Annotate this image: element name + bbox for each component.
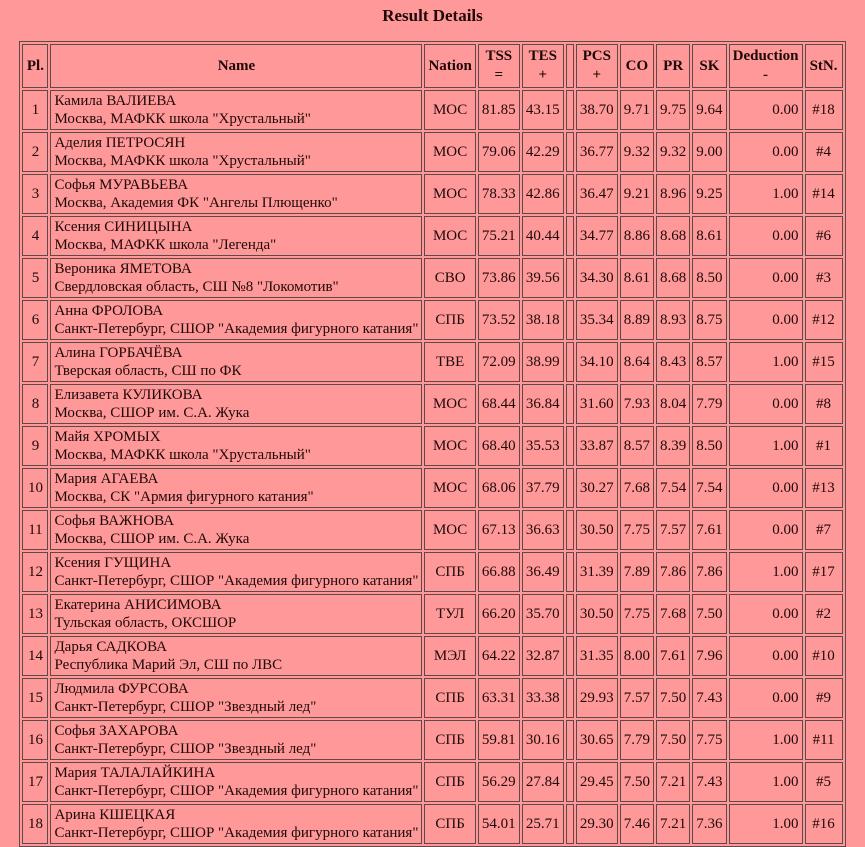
spacer-cell <box>566 384 574 424</box>
skater-club: Тверская область, СШ по ФК <box>54 363 242 379</box>
cell-nation: МОС <box>424 510 475 550</box>
table-row <box>22 720 842 760</box>
skater-club: Москва, МАФКК школа "Хрустальный" <box>54 447 311 463</box>
cell-nation: ТВЕ <box>424 342 475 382</box>
cell-name <box>50 342 422 382</box>
table-row <box>22 762 842 802</box>
cell-sk: 8.57 <box>692 342 726 382</box>
cell-co: 8.89 <box>620 300 654 340</box>
cell-pr: 7.54 <box>656 468 690 508</box>
col-header-place: Pl. <box>22 44 48 88</box>
skater-name: Вероника ЯМЕТОВА <box>54 261 192 277</box>
cell-start-number: #5 <box>805 762 843 802</box>
table-row <box>22 132 842 172</box>
cell-sk: 8.61 <box>692 216 726 256</box>
cell-start-number: #4 <box>805 132 843 172</box>
cell-nation: СВО <box>424 258 475 298</box>
skater-name: Екатерина АНИСИМОВА <box>54 597 222 613</box>
table-row <box>22 342 842 382</box>
cell-nation: СПБ <box>424 804 475 844</box>
cell-tes: 39.56 <box>522 258 564 298</box>
cell-tss: 68.40 <box>478 426 520 466</box>
cell-pcs: 34.30 <box>576 258 618 298</box>
cell-tss: 63.31 <box>478 678 520 718</box>
skater-club: Москва, Академия ФК "Ангелы Плющенко" <box>54 195 338 211</box>
cell-name <box>50 174 422 214</box>
cell-place: 11 <box>22 510 48 550</box>
col-header-pcs: PCS + <box>576 44 618 88</box>
cell-tes: 36.49 <box>522 552 564 592</box>
cell-co: 9.71 <box>620 90 654 130</box>
cell-deduction: 0.00 <box>729 90 803 130</box>
cell-sk: 7.54 <box>692 468 726 508</box>
col-header-deduction: Deduction - <box>729 44 803 88</box>
cell-nation: МОС <box>424 174 475 214</box>
cell-tes: 30.16 <box>522 720 564 760</box>
cell-deduction: 1.00 <box>729 762 803 802</box>
spacer-cell <box>566 762 574 802</box>
cell-name <box>50 804 422 844</box>
skater-name: Арина КШЕЦКАЯ <box>54 807 176 823</box>
cell-deduction: 1.00 <box>729 804 803 844</box>
table-row <box>22 426 842 466</box>
cell-name <box>50 552 422 592</box>
spacer-cell <box>566 132 574 172</box>
cell-start-number: #1 <box>805 426 843 466</box>
cell-pcs: 34.10 <box>576 342 618 382</box>
cell-co: 7.46 <box>620 804 654 844</box>
cell-co: 7.79 <box>620 720 654 760</box>
cell-tes: 38.99 <box>522 342 564 382</box>
skater-name: Людмила ФУРСОВА <box>54 681 189 697</box>
cell-pcs: 31.60 <box>576 384 618 424</box>
cell-pr: 8.04 <box>656 384 690 424</box>
cell-co: 9.32 <box>620 132 654 172</box>
cell-tes: 33.38 <box>522 678 564 718</box>
cell-tes: 37.79 <box>522 468 564 508</box>
cell-pcs: 29.93 <box>576 678 618 718</box>
cell-deduction: 0.00 <box>729 132 803 172</box>
cell-sk: 7.86 <box>692 552 726 592</box>
cell-tss: 59.81 <box>478 720 520 760</box>
cell-start-number: #8 <box>805 384 843 424</box>
col-header-nation: Nation <box>424 44 475 88</box>
cell-tss: 78.33 <box>478 174 520 214</box>
cell-pr: 8.68 <box>656 216 690 256</box>
skater-name: Елизавета КУЛИКОВА <box>54 387 203 403</box>
skater-club: Москва, МАФКК школа "Легенда" <box>54 237 277 253</box>
cell-co: 8.57 <box>620 426 654 466</box>
skater-club: Санкт-Петербург, СШОР "Академия фигурного катания" <box>54 321 419 337</box>
col-header-tss: TSS = <box>478 44 520 88</box>
cell-tss: 68.44 <box>478 384 520 424</box>
skater-club: Санкт-Петербург, СШОР "Академия фигурного катания" <box>54 573 419 589</box>
cell-name <box>50 720 422 760</box>
cell-sk: 7.36 <box>692 804 726 844</box>
skater-name: Софья МУРАВЬЕВА <box>54 177 189 193</box>
cell-nation: МОС <box>424 90 475 130</box>
table-row <box>22 594 842 634</box>
cell-pcs: 31.35 <box>576 636 618 676</box>
cell-nation: СПБ <box>424 678 475 718</box>
cell-pcs: 29.30 <box>576 804 618 844</box>
cell-pr: 7.61 <box>656 636 690 676</box>
table-row <box>22 300 842 340</box>
cell-name <box>50 132 422 172</box>
spacer-cell <box>566 468 574 508</box>
spacer-cell <box>566 258 574 298</box>
cell-pr: 8.93 <box>656 300 690 340</box>
skater-club: Республика Марий Эл, СШ по ЛВС <box>54 657 283 673</box>
cell-tss: 73.86 <box>478 258 520 298</box>
cell-start-number: #18 <box>805 90 843 130</box>
cell-place: 7 <box>22 342 48 382</box>
cell-nation: МОС <box>424 384 475 424</box>
cell-sk: 8.50 <box>692 258 726 298</box>
table-row <box>22 90 842 130</box>
cell-place: 6 <box>22 300 48 340</box>
cell-place: 12 <box>22 552 48 592</box>
skater-name: Софья ВАЖНОВА <box>54 513 175 529</box>
skater-name: Дарья САДКОВА <box>54 639 167 655</box>
cell-tss: 66.20 <box>478 594 520 634</box>
cell-co: 7.68 <box>620 468 654 508</box>
skater-name: Ксения СИНИЦЫНА <box>54 219 193 235</box>
cell-deduction: 0.00 <box>729 258 803 298</box>
cell-nation: МОС <box>424 216 475 256</box>
cell-start-number: #15 <box>805 342 843 382</box>
spacer-cell <box>566 552 574 592</box>
cell-tes: 38.18 <box>522 300 564 340</box>
cell-pr: 7.50 <box>656 720 690 760</box>
cell-tss: 66.88 <box>478 552 520 592</box>
cell-place: 17 <box>22 762 48 802</box>
cell-tes: 40.44 <box>522 216 564 256</box>
cell-pcs: 29.45 <box>576 762 618 802</box>
cell-pcs: 30.50 <box>576 510 618 550</box>
results-table <box>19 41 845 847</box>
cell-start-number: #12 <box>805 300 843 340</box>
cell-deduction: 0.00 <box>729 216 803 256</box>
cell-pr: 7.50 <box>656 678 690 718</box>
skater-club: Москва, МАФКК школа "Хрустальный" <box>54 153 311 169</box>
col-header-co: CO <box>620 44 654 88</box>
cell-pr: 8.39 <box>656 426 690 466</box>
cell-tss: 64.22 <box>478 636 520 676</box>
cell-tss: 67.13 <box>478 510 520 550</box>
cell-name <box>50 90 422 130</box>
cell-name <box>50 762 422 802</box>
cell-deduction: 0.00 <box>729 678 803 718</box>
cell-place: 8 <box>22 384 48 424</box>
cell-tss: 54.01 <box>478 804 520 844</box>
cell-pr: 7.57 <box>656 510 690 550</box>
cell-pcs: 30.50 <box>576 594 618 634</box>
cell-start-number: #14 <box>805 174 843 214</box>
table-row <box>22 258 842 298</box>
skater-name: Майя ХРОМЫХ <box>54 429 161 445</box>
cell-pcs: 31.39 <box>576 552 618 592</box>
cell-nation: МОС <box>424 468 475 508</box>
cell-pr: 7.21 <box>656 804 690 844</box>
skater-name: Мария ТАЛАЛАЙКИНА <box>54 765 216 781</box>
cell-co: 7.89 <box>620 552 654 592</box>
results-table-body <box>22 90 842 844</box>
cell-name <box>50 258 422 298</box>
spacer-column-header <box>566 44 574 88</box>
cell-deduction: 0.00 <box>729 468 803 508</box>
spacer-cell <box>566 90 574 130</box>
cell-start-number: #10 <box>805 636 843 676</box>
cell-name <box>50 678 422 718</box>
cell-tes: 42.29 <box>522 132 564 172</box>
cell-deduction: 0.00 <box>729 384 803 424</box>
cell-place: 5 <box>22 258 48 298</box>
header-row <box>22 44 842 88</box>
skater-club: Свердловская область, СШ №8 "Локомотив" <box>54 279 339 295</box>
cell-co: 8.64 <box>620 342 654 382</box>
cell-tes: 43.15 <box>522 90 564 130</box>
skater-name: Ксения ГУЩИНА <box>54 555 172 571</box>
cell-start-number: #13 <box>805 468 843 508</box>
skater-club: Москва, СШОР им. С.А. Жука <box>54 405 250 421</box>
cell-place: 10 <box>22 468 48 508</box>
cell-start-number: #7 <box>805 510 843 550</box>
cell-deduction: 1.00 <box>729 552 803 592</box>
cell-nation: МЭЛ <box>424 636 475 676</box>
cell-sk: 8.50 <box>692 426 726 466</box>
cell-pr: 7.86 <box>656 552 690 592</box>
cell-place: 13 <box>22 594 48 634</box>
table-row <box>22 174 842 214</box>
skater-name: Мария АГАЕВА <box>54 471 159 487</box>
cell-sk: 8.75 <box>692 300 726 340</box>
skater-name: Камила ВАЛИЕВА <box>54 93 177 109</box>
cell-deduction: 0.00 <box>729 594 803 634</box>
cell-pcs: 35.34 <box>576 300 618 340</box>
cell-place: 9 <box>22 426 48 466</box>
table-row <box>22 468 842 508</box>
cell-name <box>50 300 422 340</box>
cell-deduction: 1.00 <box>729 342 803 382</box>
cell-pcs: 33.87 <box>576 426 618 466</box>
cell-tes: 36.84 <box>522 384 564 424</box>
cell-start-number: #16 <box>805 804 843 844</box>
cell-sk: 7.43 <box>692 678 726 718</box>
cell-sk: 9.64 <box>692 90 726 130</box>
cell-sk: 7.79 <box>692 384 726 424</box>
cell-name <box>50 384 422 424</box>
cell-place: 14 <box>22 636 48 676</box>
cell-nation: СПБ <box>424 552 475 592</box>
cell-tes: 32.87 <box>522 636 564 676</box>
page-title: Result Details <box>382 6 483 25</box>
table-row <box>22 636 842 676</box>
table-row <box>22 552 842 592</box>
table-row <box>22 216 842 256</box>
cell-start-number: #9 <box>805 678 843 718</box>
spacer-cell <box>566 174 574 214</box>
cell-pcs: 30.65 <box>576 720 618 760</box>
cell-name <box>50 510 422 550</box>
cell-pcs: 36.47 <box>576 174 618 214</box>
cell-pr: 9.75 <box>656 90 690 130</box>
spacer-cell <box>566 426 574 466</box>
cell-pcs: 38.70 <box>576 90 618 130</box>
cell-place: 16 <box>22 720 48 760</box>
cell-sk: 7.50 <box>692 594 726 634</box>
cell-place: 3 <box>22 174 48 214</box>
col-header-tes: TES + <box>522 44 564 88</box>
cell-pr: 7.68 <box>656 594 690 634</box>
col-header-sk: SK <box>692 44 726 88</box>
cell-place: 2 <box>22 132 48 172</box>
cell-tss: 68.06 <box>478 468 520 508</box>
cell-tes: 42.86 <box>522 174 564 214</box>
cell-start-number: #17 <box>805 552 843 592</box>
cell-sk: 9.25 <box>692 174 726 214</box>
table-row <box>22 804 842 844</box>
col-header-start-number: StN. <box>805 44 843 88</box>
skater-club: Санкт-Петербург, СШОР "Звездный лед" <box>54 741 317 757</box>
cell-name <box>50 426 422 466</box>
cell-place: 18 <box>22 804 48 844</box>
cell-tss: 56.29 <box>478 762 520 802</box>
skater-name: Аделия ПЕТРОСЯН <box>54 135 186 151</box>
cell-co: 8.61 <box>620 258 654 298</box>
cell-pr: 8.96 <box>656 174 690 214</box>
spacer-cell <box>566 510 574 550</box>
cell-tss: 79.06 <box>478 132 520 172</box>
cell-co: 8.00 <box>620 636 654 676</box>
col-header-pr: PR <box>656 44 690 88</box>
skater-name: Софья ЗАХАРОВА <box>54 723 179 739</box>
cell-co: 7.93 <box>620 384 654 424</box>
cell-deduction: 1.00 <box>729 426 803 466</box>
cell-name <box>50 216 422 256</box>
skater-club: Москва, МАФКК школа "Хрустальный" <box>54 111 311 127</box>
skater-name: Алина ГОРБАЧЁВА <box>54 345 183 361</box>
cell-tss: 73.52 <box>478 300 520 340</box>
spacer-cell <box>566 216 574 256</box>
cell-co: 7.50 <box>620 762 654 802</box>
cell-tes: 25.71 <box>522 804 564 844</box>
cell-nation: СПБ <box>424 762 475 802</box>
skater-club: Тульская область, ОКСШОР <box>54 615 237 631</box>
cell-pr: 8.43 <box>656 342 690 382</box>
cell-name <box>50 594 422 634</box>
skater-club: Санкт-Петербург, СШОР "Звездный лед" <box>54 699 317 715</box>
cell-sk: 7.75 <box>692 720 726 760</box>
cell-deduction: 0.00 <box>729 510 803 550</box>
cell-nation: МОС <box>424 426 475 466</box>
cell-nation: СПБ <box>424 300 475 340</box>
spacer-cell <box>566 804 574 844</box>
cell-co: 9.21 <box>620 174 654 214</box>
spacer-cell <box>566 720 574 760</box>
skater-name: Анна ФРОЛОВА <box>54 303 164 319</box>
cell-pr: 7.21 <box>656 762 690 802</box>
cell-start-number: #2 <box>805 594 843 634</box>
table-row <box>22 678 842 718</box>
cell-co: 7.57 <box>620 678 654 718</box>
cell-tss: 72.09 <box>478 342 520 382</box>
cell-deduction: 1.00 <box>729 174 803 214</box>
cell-deduction: 1.00 <box>729 720 803 760</box>
cell-place: 1 <box>22 90 48 130</box>
cell-tes: 35.70 <box>522 594 564 634</box>
cell-tes: 27.84 <box>522 762 564 802</box>
cell-place: 4 <box>22 216 48 256</box>
cell-name <box>50 468 422 508</box>
table-row <box>22 510 842 550</box>
skater-club: Санкт-Петербург, СШОР "Академия фигурного катания" <box>54 783 419 799</box>
cell-deduction: 0.00 <box>729 636 803 676</box>
cell-start-number: #11 <box>805 720 843 760</box>
cell-deduction: 0.00 <box>729 300 803 340</box>
cell-place: 15 <box>22 678 48 718</box>
spacer-cell <box>566 300 574 340</box>
cell-start-number: #6 <box>805 216 843 256</box>
table-row <box>22 384 842 424</box>
cell-tss: 75.21 <box>478 216 520 256</box>
cell-nation: ТУЛ <box>424 594 475 634</box>
cell-sk: 7.61 <box>692 510 726 550</box>
cell-nation: СПБ <box>424 720 475 760</box>
cell-co: 7.75 <box>620 594 654 634</box>
spacer-cell <box>566 342 574 382</box>
cell-name <box>50 636 422 676</box>
cell-pr: 9.32 <box>656 132 690 172</box>
cell-sk: 9.00 <box>692 132 726 172</box>
cell-start-number: #3 <box>805 258 843 298</box>
cell-sk: 7.43 <box>692 762 726 802</box>
cell-tes: 35.53 <box>522 426 564 466</box>
skater-club: Санкт-Петербург, СШОР "Академия фигурного катания" <box>54 825 419 841</box>
col-header-name: Name <box>50 44 422 88</box>
cell-co: 8.86 <box>620 216 654 256</box>
spacer-cell <box>566 678 574 718</box>
cell-co: 7.75 <box>620 510 654 550</box>
cell-tss: 81.85 <box>478 90 520 130</box>
spacer-cell <box>566 636 574 676</box>
spacer-cell <box>566 594 574 634</box>
cell-pcs: 36.77 <box>576 132 618 172</box>
cell-pcs: 30.27 <box>576 468 618 508</box>
skater-club: Москва, СК "Армия фигурного катания" <box>54 489 314 505</box>
cell-tes: 36.63 <box>522 510 564 550</box>
skater-club: Москва, СШОР им. С.А. Жука <box>54 531 250 547</box>
cell-nation: МОС <box>424 132 475 172</box>
cell-pr: 8.68 <box>656 258 690 298</box>
cell-pcs: 34.77 <box>576 216 618 256</box>
cell-sk: 7.96 <box>692 636 726 676</box>
